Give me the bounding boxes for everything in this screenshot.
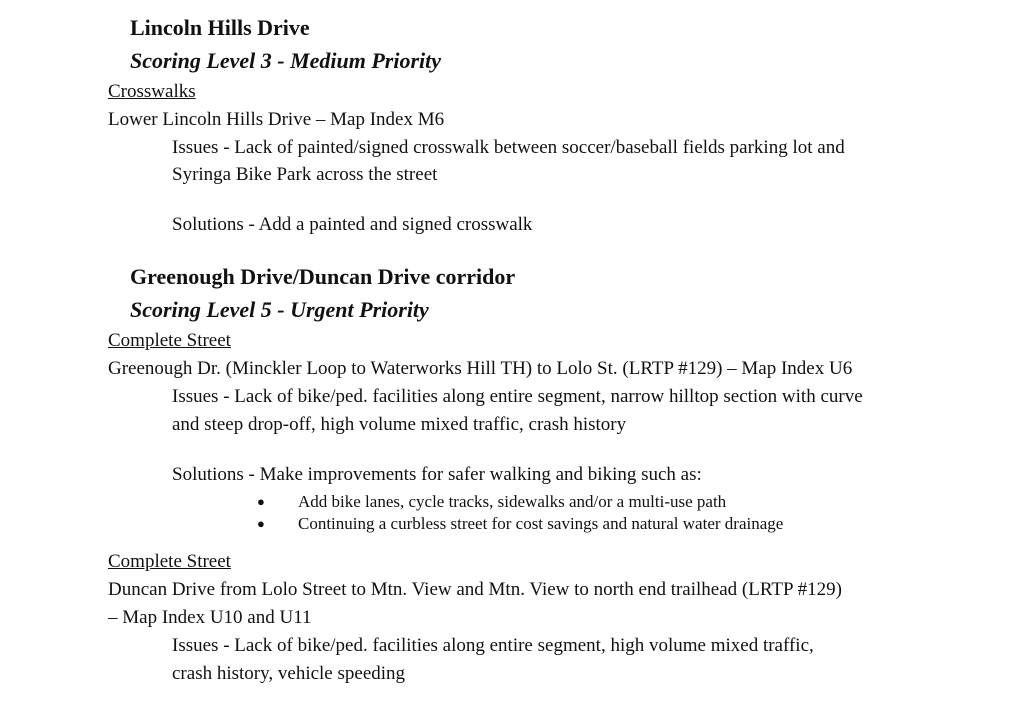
bullet-item: Add bike lanes, cycle tracks, sidewalks and/or a multi-use path — [298, 492, 727, 511]
issues-text: and steep drop-off, high volume mixed traffic, crash history — [172, 414, 627, 435]
section-title: Lincoln Hills Drive — [130, 15, 310, 40]
location-text: Duncan Drive from Lolo Street to Mtn. View and Mtn. View to north end trailhead (LRTP #129) — [108, 579, 842, 600]
category-heading: Crosswalks — [108, 81, 196, 102]
location-text: – Map Index U10 and U11 — [108, 607, 312, 628]
bullet-icon: ● — [257, 494, 265, 509]
location-text: Lower Lincoln Hills Drive – Map Index M6 — [108, 109, 445, 130]
solutions-text: Solutions - Make improvements for safer walking and biking such as: — [172, 464, 702, 485]
location-text: Greenough Dr. (Minckler Loop to Waterworks Hill TH) to Lolo St. (LRTP #129) – Map Index U6 — [108, 358, 853, 379]
issues-text: Issues - Lack of bike/ped. facilities along entire segment, high volume mixed traffic, — [172, 635, 814, 656]
scoring-level: Scoring Level 5 - Urgent Priority — [130, 297, 429, 322]
category-heading: Complete Street — [108, 551, 231, 572]
scoring-level: Scoring Level 3 - Medium Priority — [130, 48, 442, 73]
bullet-icon: ● — [257, 516, 265, 531]
issues-text: Issues - Lack of bike/ped. facilities along entire segment, narrow hilltop section with curve — [172, 386, 863, 407]
issues-text: Issues - Lack of painted/signed crosswalk between soccer/baseball fields parking lot and — [172, 137, 845, 158]
solutions-text: Solutions - Add a painted and signed crosswalk — [172, 214, 533, 235]
issues-text: crash history, vehicle speeding — [172, 663, 406, 684]
bullet-item: Continuing a curbless street for cost savings and natural water drainage — [298, 514, 784, 533]
section-title: Greenough Drive/Duncan Drive corridor — [130, 264, 516, 289]
category-heading: Complete Street — [108, 330, 231, 351]
issues-text: Syringa Bike Park across the street — [172, 164, 438, 185]
